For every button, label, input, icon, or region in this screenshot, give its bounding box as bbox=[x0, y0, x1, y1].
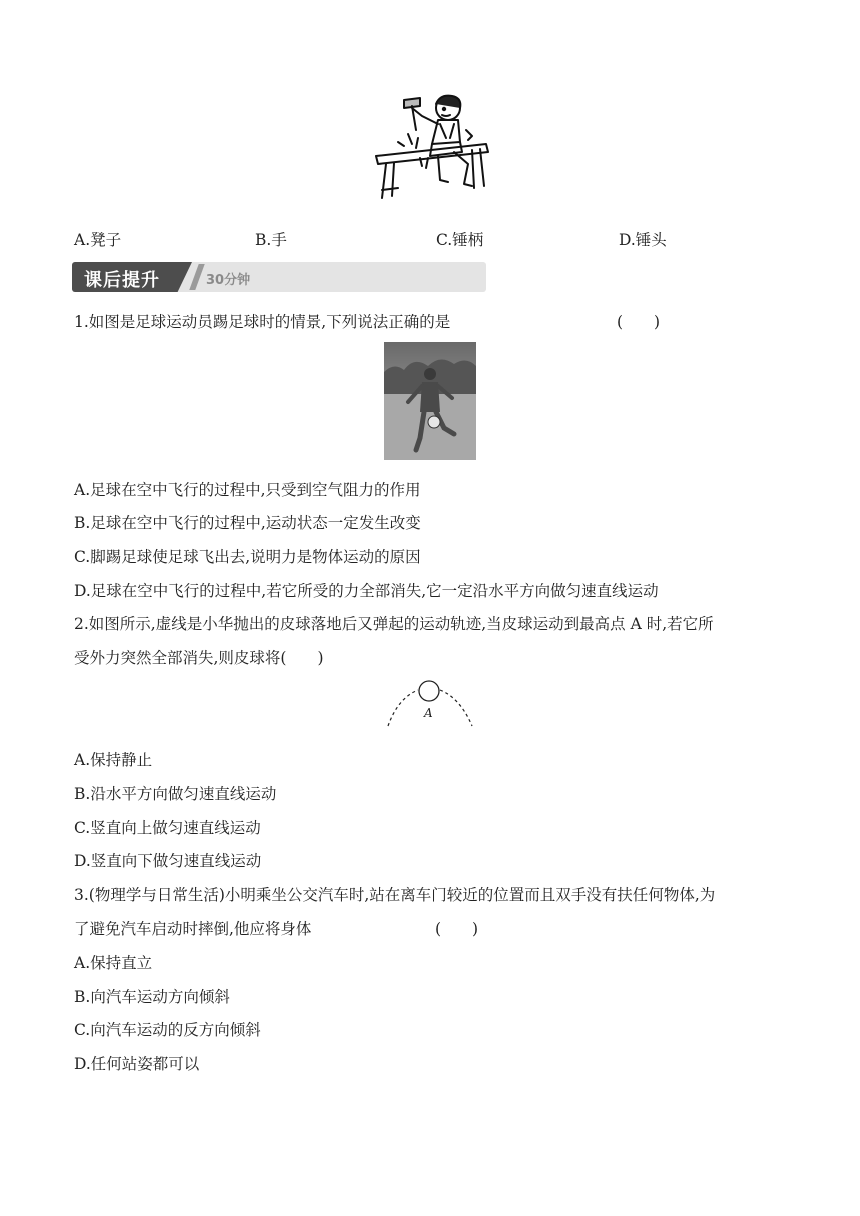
option-b: B.手 bbox=[255, 231, 287, 249]
q3-stem-line2: 了避免汽车启动时摔倒,他应将身体 bbox=[74, 920, 312, 938]
q3-stem-line1: 3.(物理学与日常生活)小明乘坐公交汽车时,站在离车门较近的位置而且双手没有扶任何物体,为 bbox=[74, 886, 716, 904]
soccer-player-photo bbox=[384, 342, 476, 460]
q3-answer-paren: ( ) bbox=[435, 920, 479, 938]
option-a: A.凳子 bbox=[74, 231, 122, 249]
option-c: C.锤柄 bbox=[436, 231, 484, 249]
q3-option-c: C.向汽车运动的反方向倾斜 bbox=[74, 1021, 261, 1039]
q2-option-c: C.竖直向上做匀速直线运动 bbox=[74, 819, 261, 837]
ball-icon bbox=[419, 681, 439, 701]
boy-hammering-illustration bbox=[368, 94, 492, 206]
q1-option-b: B.足球在空中飞行的过程中,运动状态一定发生改变 bbox=[74, 514, 421, 532]
q1-stem: 1.如图是足球运动员踢足球时的情景,下列说法正确的是 bbox=[74, 313, 451, 331]
point-a-label: A bbox=[424, 706, 433, 720]
q3-option-b: B.向汽车运动方向倾斜 bbox=[74, 988, 230, 1006]
q3-option-d: D.任何站姿都可以 bbox=[74, 1055, 200, 1073]
prev-question-options bbox=[74, 228, 794, 250]
section-title: 课后提升 bbox=[84, 270, 160, 291]
option-d: D.锤头 bbox=[619, 231, 667, 249]
q1-option-c: C.脚踢足球使足球飞出去,说明力是物体运动的原因 bbox=[74, 548, 421, 566]
q2-option-d: D.竖直向下做匀速直线运动 bbox=[74, 852, 262, 870]
q2-stem-line2: 受外力突然全部消失,则皮球将( ) bbox=[74, 649, 324, 667]
q1-option-d: D.足球在空中飞行的过程中,若它所受的力全部消失,它一定沿水平方向做匀速直线运动 bbox=[74, 582, 659, 600]
q2-option-a: A.保持静止 bbox=[74, 751, 153, 769]
trajectory-figure bbox=[386, 678, 476, 728]
q1-option-a: A.足球在空中飞行的过程中,只受到空气阻力的作用 bbox=[74, 481, 421, 499]
trajectory-diagram bbox=[386, 678, 476, 728]
q2-stem-line1: 2.如图所示,虚线是小华抛出的皮球落地后又弹起的运动轨迹,当皮球运动到最高点 A 时,若它所 bbox=[74, 615, 714, 633]
q3-option-a: A.保持直立 bbox=[74, 954, 153, 972]
q1-answer-paren: ( ) bbox=[617, 313, 661, 331]
section-banner bbox=[72, 262, 486, 292]
section-time: 30分钟 bbox=[206, 273, 251, 288]
q2-option-b: B.沿水平方向做匀速直线运动 bbox=[74, 785, 277, 803]
